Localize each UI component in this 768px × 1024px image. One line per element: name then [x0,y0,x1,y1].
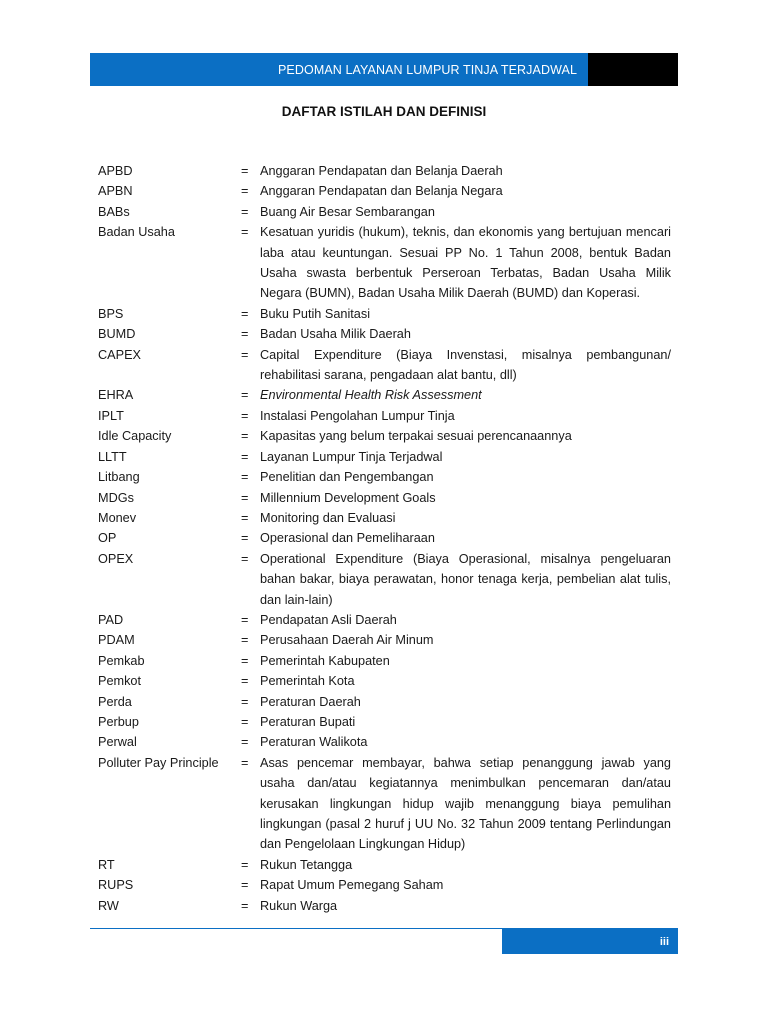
equals-sign: = [241,633,249,648]
glossary-row [98,324,671,344]
glossary-term: BPS [98,306,124,321]
glossary-term: RT [98,857,115,872]
glossary-definition: Peraturan Walikota [260,735,368,750]
equals-sign: = [241,327,249,342]
equals-sign: = [241,449,249,464]
glossary-definition: Peraturan Bupati [260,714,356,729]
glossary-definition: Peraturan Daerah [260,694,361,709]
equals-sign: = [241,735,249,750]
glossary-definition: Anggaran Pendapatan dan Belanja Daerah [260,164,503,178]
glossary-row [98,202,671,222]
glossary-definition: Buang Air Besar Sembarangan [260,204,435,219]
glossary-term: PAD [98,612,124,627]
glossary-term: Polluter Pay Principle [98,755,219,770]
glossary-definition: Rukun Tetangga [260,857,353,872]
equals-sign: = [241,429,249,444]
glossary-row [98,345,671,386]
glossary-definition: Environmental Health Risk Assessment [260,388,482,403]
glossary-term: Pemkab [98,653,145,668]
glossary-row [98,447,671,467]
glossary-term: RUPS [98,878,134,893]
glossary-term: Perwal [98,735,137,750]
glossary-definition: Monitoring dan Evaluasi [260,510,396,525]
glossary-row [98,712,671,732]
equals-sign: = [241,470,249,485]
equals-sign: = [241,225,249,240]
equals-sign: = [241,674,249,689]
glossary-row [98,855,671,875]
glossary-term: BUMD [98,327,136,342]
page-number: iii [659,935,669,948]
glossary-row [98,651,671,671]
equals-sign: = [241,347,249,362]
equals-sign: = [241,204,249,219]
glossary-term: LLTT [98,449,127,464]
glossary-definition: Pemerintah Kota [260,674,355,689]
glossary-definition: Kesatuan yuridis (hukum), teknis, dan ekonomis yang bertujuan mencari laba atau keuntungan. Sesuai PP No. 1 Tahun 2008, bentuk Badan Usaha swasta berbentuk Perseroan Terbatas, Badan Usaha Milik Negara (BUMN), Badan Usaha Milik Daerah (BUMD) dan Koperasi. [260,225,671,301]
equals-sign: = [241,184,249,199]
equals-sign: = [241,694,249,709]
glossary-definition: Buku Putih Sanitasi [260,306,371,321]
glossary-row [98,426,671,446]
equals-sign: = [241,531,249,546]
glossary-term: MDGs [98,490,134,505]
glossary-row [98,896,671,916]
page-title: DAFTAR ISTILAH DAN DEFINISI [281,104,487,119]
glossary-definition: Badan Usaha Milik Daerah [260,327,411,342]
glossary-term: CAPEX [98,347,142,362]
glossary-row [98,406,671,426]
glossary-term: Monev [98,510,137,525]
glossary-definition: Kapasitas yang belum terpakai sesuai perencanaannya [260,429,572,444]
equals-sign: = [241,653,249,668]
glossary-term: EHRA [98,388,134,403]
glossary-row [98,753,671,855]
glossary-term: Perda [98,694,132,709]
header-bar [90,53,678,86]
glossary-row [98,467,671,487]
glossary-definition: Rukun Warga [260,898,338,913]
glossary-row [98,528,671,548]
equals-sign: = [241,898,249,913]
glossary-term: Badan Usaha [98,225,175,240]
glossary-definition: Operational Expenditure (Biaya Operasional, misalnya pengeluaran bahan bakar, biaya perawatan, honor tenaga kerja, pembelian alat tulis, dan lain-lain) [260,551,671,607]
glossary-row [98,181,671,201]
glossary-row [98,161,671,181]
equals-sign: = [241,878,249,893]
equals-sign: = [241,755,249,770]
glossary-row [98,508,671,528]
glossary-term: RW [98,898,119,913]
glossary-definition: Capital Expenditure (Biaya Invenstasi, misalnya pembangunan/ rehabilitasi sarana, pengadaan alat bantu, dll) [260,347,671,383]
glossary-row [98,692,671,712]
header-title-band [90,53,588,86]
header-dark-block [588,53,678,86]
glossary-definition: Anggaran Pendapatan dan Belanja Negara [260,184,503,199]
glossary-term: Perbup [98,714,139,729]
glossary-definition: Perusahaan Daerah Air Minum [260,633,434,648]
glossary-definition: Asas pencemar membayar, bahwa setiap penanggung jawab yang usaha dan/atau kegiatannya menimbulkan pencemaran dan/atau kerusakan lingkungan hidup wajib menanggung biaya pemulihan lingkungan (pasal 2 huruf j UU No. 32 Tahun 2009 tentang Perlindungan dan Pengelolaan Lingkungan Hidup) [260,755,671,852]
glossary-term: BABs [98,204,130,219]
equals-sign: = [241,510,249,525]
glossary-row [98,488,671,508]
glossary-term: PDAM [98,633,135,648]
glossary-term: Pemkot [98,674,142,689]
footer-page-box [502,929,678,954]
glossary-row [98,304,671,324]
equals-sign: = [241,306,249,321]
glossary-row [98,610,671,630]
glossary-list [98,161,671,916]
equals-sign: = [241,551,249,566]
glossary-term: OP [98,531,117,546]
glossary-term: APBD [98,164,133,178]
equals-sign: = [241,490,249,505]
glossary-definition: Pendapatan Asli Daerah [260,612,397,627]
glossary-row [98,222,671,304]
glossary-definition: Penelitian dan Pengembangan [260,470,434,485]
glossary-row [98,630,671,650]
equals-sign: = [241,857,249,872]
equals-sign: = [241,388,249,403]
equals-sign: = [241,612,249,627]
equals-sign: = [241,164,249,178]
glossary-definition: Rapat Umum Pemegang Saham [260,878,444,893]
glossary-definition: Pemerintah Kabupaten [260,653,390,668]
equals-sign: = [241,408,249,423]
glossary-row [98,875,671,895]
glossary-term: IPLT [98,408,124,423]
glossary-term: OPEX [98,551,134,566]
glossary-term: Litbang [98,470,140,485]
glossary-definition: Operasional dan Pemeliharaan [260,531,435,546]
equals-sign: = [241,714,249,729]
glossary-term: Idle Capacity [98,429,172,444]
glossary-row [98,549,671,610]
glossary-definition: Layanan Lumpur Tinja Terjadwal [260,449,443,464]
glossary-term: APBN [98,184,133,199]
glossary-row [98,671,671,691]
document-title: PEDOMAN LAYANAN LUMPUR TINJA TERJADWAL [278,62,577,77]
glossary-definition: Instalasi Pengolahan Lumpur Tinja [260,408,455,423]
glossary-definition: Millennium Development Goals [260,490,436,505]
glossary-row [98,732,671,752]
glossary-row [98,385,671,405]
